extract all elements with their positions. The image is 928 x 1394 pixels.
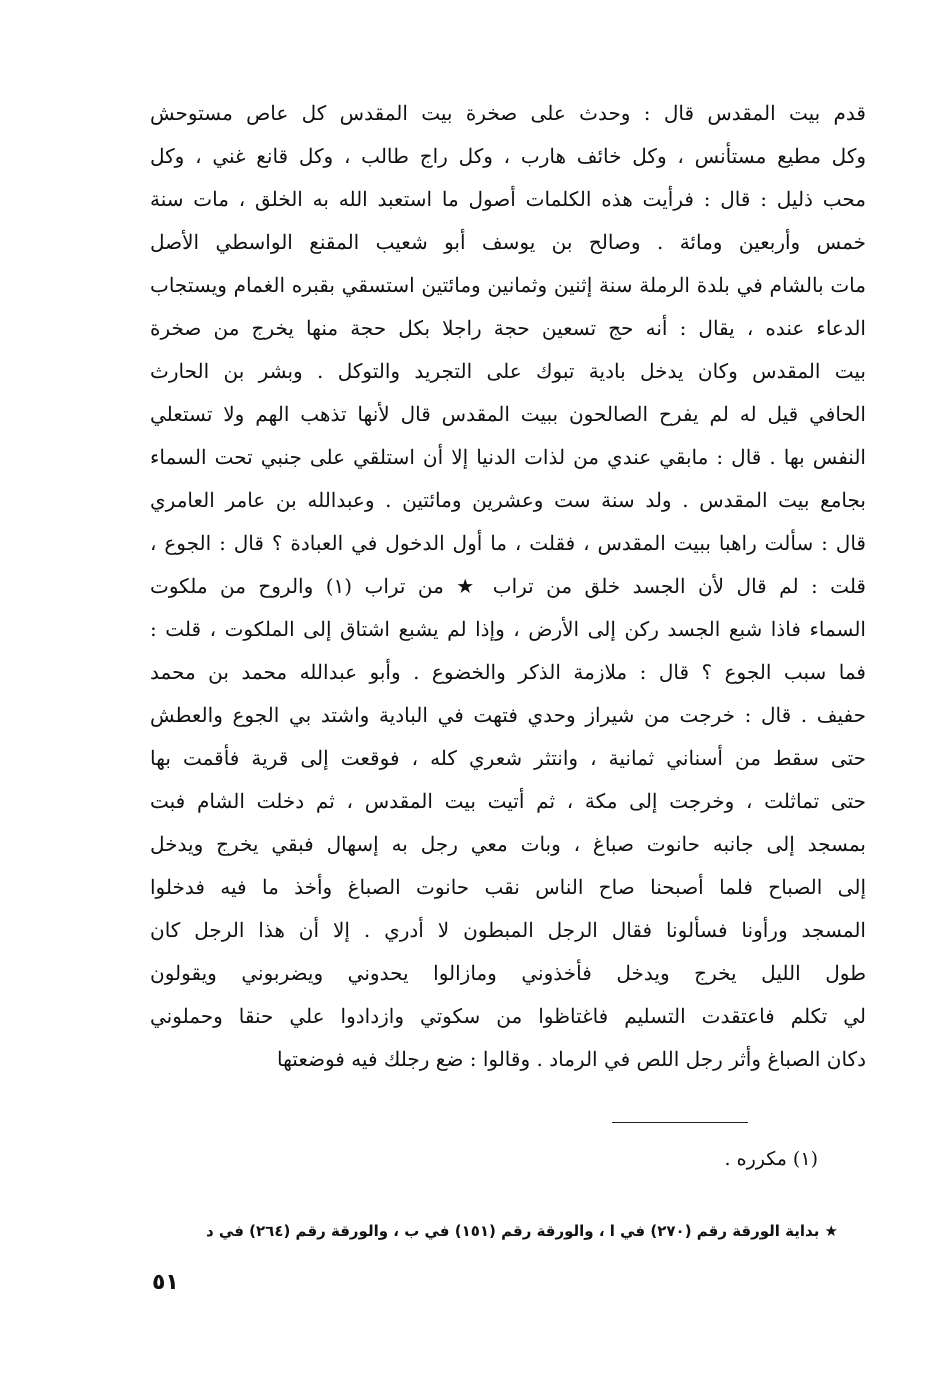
text-line: خمس وأربعين ومائة . وصالح بن يوسف أبو شعيب المقنع الواسطي الأصل [150,230,866,254]
text-line: مات بالشام في بلدة الرملة سنة إثنين وثمانين ومائتين استسقي بقبره الغمام ويستجاب [150,273,866,297]
footnote: (١) مكرره . [724,1148,818,1170]
text-line: فما سبب الجوع ؟ قال : ملازمة الذكر والخضوع . وأبو عبدالله محمد بن محمد [150,660,866,684]
text-line: إلى الصباح فلما أصبحنا صاح الناس نقب حانوت الصباغ وأخذ ما فيه فدخلوا [150,875,866,899]
text-line: بمسجد إلى جانبه حانوت صباغ ، وبات معي رجل به إسهال فبقي يخرج ويدخل [150,832,866,856]
main-text-block [150,92,866,1081]
page-number: ٥١ [152,1270,179,1295]
text-line: السماء فاذا شبع الجسد ركن إلى الأرض ، وإذا لم يشبع اشتاق إلى الملكوت ، قلت : [150,617,866,641]
text-line: محب ذليل : قال : فرأيت هذه الكلمات أصول ما استعبد الله به الخلق ، مات سنة [150,187,866,211]
text-line: الدعاء عنده ، يقال : أنه حج تسعين حجة راجلا بكل حجة منها يخرج من صخرة [150,316,866,340]
manuscript-folio-note: ★ بداية الورقة رقم (٢٧٠) في ا ، والورقة رقم (١٥١) في ب ، والورقة رقم (٢٦٤) في د [206,1222,838,1240]
text-line: حتى تماثلت ، وخرجت إلى مكة ، ثم أتيت بيت المقدس ، ثم دخلت الشام فبت [150,789,866,813]
text-line: حتى سقط من أسناني ثمانية ، وانتثر شعري كله ، فوقعت إلى قرية فأقمت بها [150,746,866,770]
text-line: طول الليل يخرج ويدخل فأخذوني ومازالوا يحدوني ويضربوني ويقولون [150,961,866,985]
text-line: قدم بيت المقدس قال : وحدث على صخرة بيت المقدس كل عاص مستوحش [150,101,866,125]
text-line: بجامع بيت المقدس . ولد سنة ست وعشرين ومائتين . وعبدالله بن عامر العامري [150,488,866,512]
text-line: لي تكلم فاعتقدت التسليم فاغتاظوا من سكوتي وازدادوا علي حنقا وحملوني [150,1004,866,1028]
text-line: النفس بها . قال : مابقي عندي من لذات الدنيا إلا أن استلقي على جنبي تحت السماء [150,445,866,469]
text-line: بيت المقدس وكان يدخل بادية تبوك على التجريد والتوكل . وبشر بن الحارث [150,359,866,383]
text-line: المسجد ورأونا فسألونا فقال الرجل المبطون لا أدري . إلا أن هذا الرجل كان [150,918,866,942]
text-line: حفيف . قال : خرجت من شيراز وحدي فتهت في البادية واشتد بي الجوع والعطش [150,703,866,727]
text-line: دكان الصباغ وأثر رجل اللص في الرماد . وقالوا : ضع رجلك فيه فوضعتها [276,1047,866,1071]
text-line: الحافي قيل له لم يفرح الصالحون ببيت المقدس قال لأنها تذهب الهم ولا تستعلي [150,402,866,426]
text-line: وكل مطيع مستأنس ، وكل خائف هارب ، وكل راج طالب ، وكل قانع غني ، وكل [150,144,866,168]
text-line: قال : سألت راهبا ببيت المقدس ، فقلت ، ما أول الدخول في العبادة ؟ قال : الجوع ، [150,531,866,555]
text-line: قلت : لم قال لأن الجسد خلق من تراب ★ من تراب (١) والروح من ملكوت [150,574,866,598]
footnote-separator [612,1122,748,1123]
